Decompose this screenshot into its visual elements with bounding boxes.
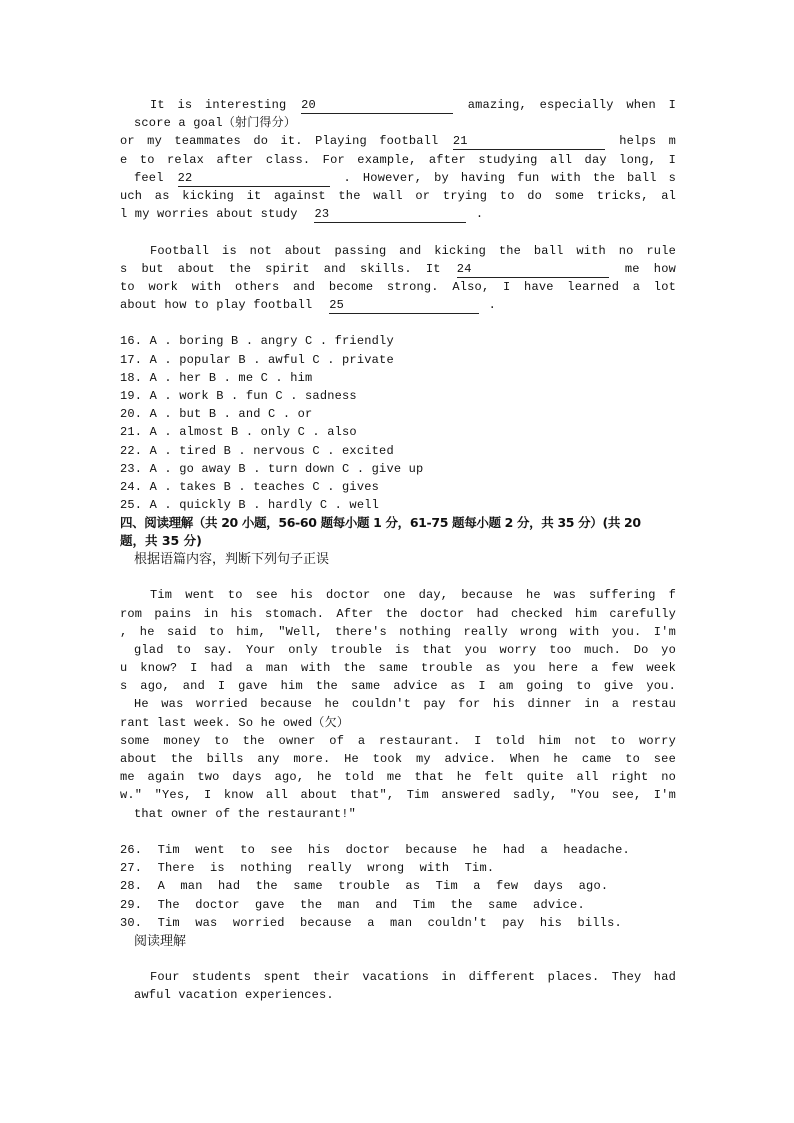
statement-29: 29. The doctor gave the man and Tim the same advice. (120, 897, 585, 912)
text-line: s ago, and I gave him the same advice as I am going to give you. (120, 679, 676, 694)
blank-25[interactable]: 25 (329, 298, 479, 314)
option-row-17: 17. A . popular B . awful C . private (120, 352, 394, 367)
text-line: glad to say. Your only trouble is that you worry too much. Do yo (134, 642, 676, 657)
statement-28: 28. A man had the same trouble as Tim a few days ago. (120, 879, 609, 894)
text-line: about the bills any more. He took my advice. When he came to see (120, 752, 676, 766)
text-line: feel 22 . However, by having fun with the ball s (134, 170, 677, 185)
statement-26: 26. Tim went to see his doctor because he had a headache. (120, 842, 630, 857)
text-line: Tim went to see his doctor one day, because he was suffering f (150, 588, 676, 603)
option-row-22: 22. A . tired B . nervous C . excited (120, 443, 394, 458)
text-line: He was worried because he couldn't pay for his dinner in a restau (134, 697, 676, 712)
passage-football-paragraph-2 (120, 242, 676, 315)
text-line: u know? I had a man with the same trouble as you here a few week (120, 661, 676, 676)
text-line: that owner of the restaurant!" (134, 806, 357, 821)
text-line: score a goal（射门得分） (134, 116, 297, 131)
true-false-statements (120, 841, 676, 932)
option-row-19: 19. A . work B . fun C . sadness (120, 389, 357, 403)
passage-vacations (120, 968, 676, 1004)
section-title-reading: 阅读理解 (134, 933, 187, 949)
text-line: It is interesting 20 amazing, especially when I (150, 98, 677, 112)
option-row-25: 25. A . quickly B . hardly C . well (120, 498, 380, 513)
passage-doctor (120, 586, 676, 822)
text-line: l my worries about study 23 . (120, 207, 484, 222)
text-line: or my teammates do it. Playing football 21 helps m (120, 134, 676, 149)
option-row-16: 16. A . boring B . angry C . friendly (120, 334, 394, 349)
text-line: Football is not about passing and kicking the ball with no rule (150, 243, 676, 258)
text-line: e to relax after class. For example, after studying all day long, I (120, 152, 676, 167)
text-line: , he said to him, "Well, there's nothing really wrong with you. I'm (120, 624, 676, 639)
text-line: Four students spent their vacations in different places. They had (150, 969, 676, 984)
option-row-18: 18. A . her B . me C . him (120, 370, 313, 385)
text-line: to work with others and become strong. Also, I have learned a lot (120, 279, 676, 294)
text-line: s but about the spirit and skills. It 24 me how (120, 261, 676, 276)
blank-21[interactable]: 21 (453, 134, 605, 150)
exam-page (120, 96, 676, 1004)
text-line: rant last week. So he owed（欠） (120, 715, 350, 730)
text-line: w." "Yes, I know all about that", Tim answered sadly, "You see, I'm (120, 788, 676, 803)
blank-23[interactable]: 23 (314, 207, 466, 223)
blank-22[interactable]: 22 (178, 171, 330, 187)
passage-football-paragraph-1 (120, 96, 676, 223)
cloze-options (120, 332, 676, 514)
blank-20[interactable]: 20 (301, 98, 453, 114)
option-row-24: 24. A . takes B . teaches C . gives (120, 479, 380, 494)
section-instruction: 根据语篇内容，判断下列句子正误 (134, 552, 330, 568)
statement-30: 30. Tim was worried because a man couldn't pay his bills. (120, 915, 622, 930)
option-row-20: 20. A . but B . and C . or (120, 407, 313, 422)
option-row-21: 21. A . almost B . only C . also (120, 425, 357, 440)
text-line: some money to the owner of a restaurant. I told him not to worry (120, 733, 676, 748)
statement-27: 27. There is nothing really wrong with Tim. (120, 861, 495, 876)
text-line: awful vacation experiences. (134, 988, 334, 1003)
text-line: about how to play football 25 . (120, 298, 497, 313)
option-row-23: 23. A . go away B . turn down C . give up (120, 461, 424, 476)
section-heading-reading: 四、阅读理解（共 20 小题，56-60 题每小题 1 分，61-75 题每小题 2 分，共 35 分）(共 20 题，共 35 分) (120, 515, 641, 549)
text-line: rom pains in his stomach. After the doctor had checked him carefully (120, 606, 676, 621)
text-line: me again two days ago, he told me that he felt quite all right no (120, 770, 676, 785)
text-line: uch as kicking it against the wall or trying to do some tricks, al (120, 188, 676, 203)
blank-24[interactable]: 24 (457, 262, 609, 278)
